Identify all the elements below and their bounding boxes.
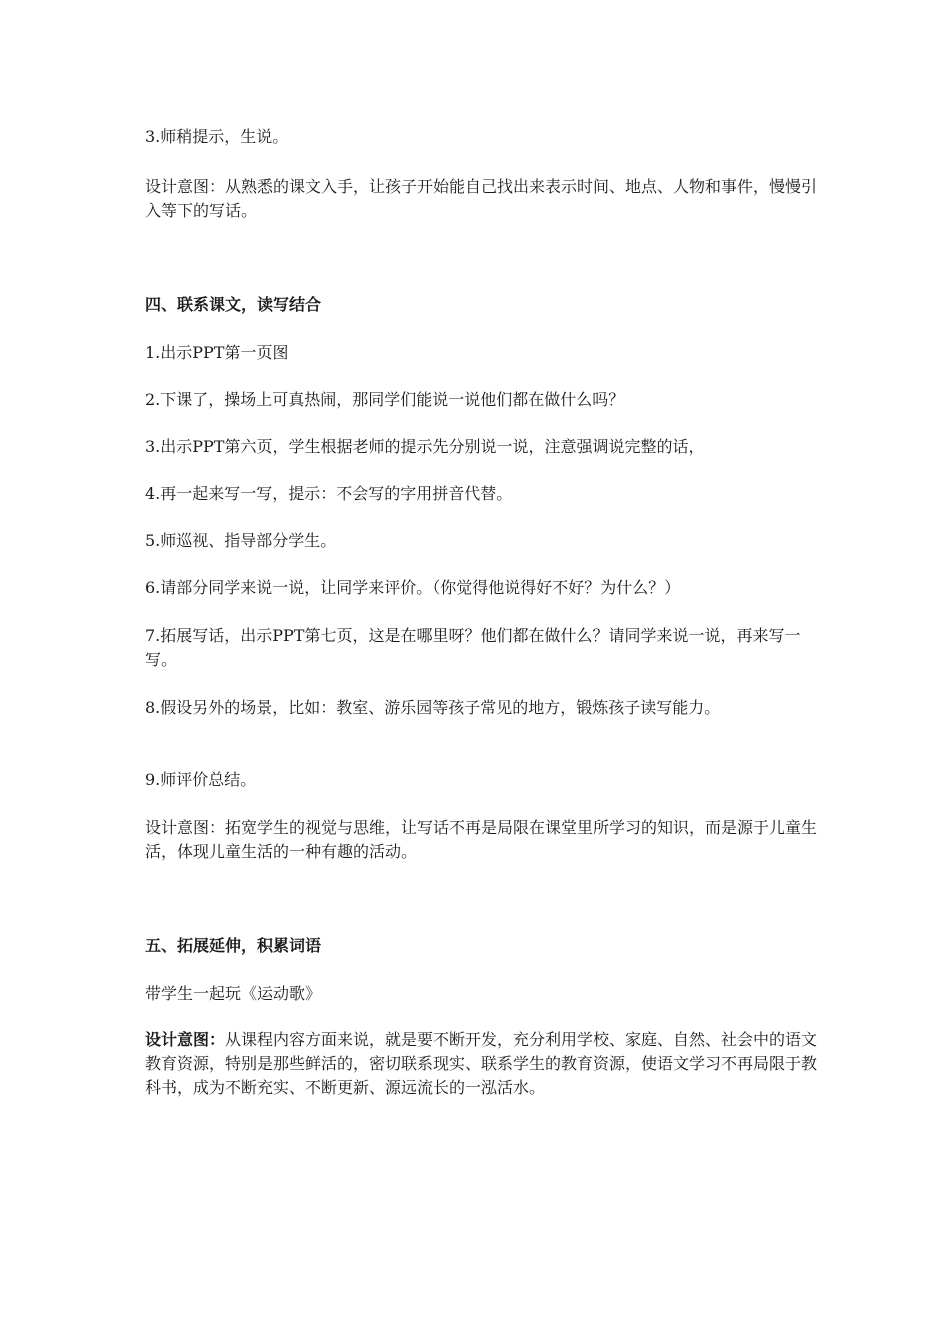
section4-item6: 6.请部分同学来说一说，让同学来评价。（你觉得他说得好不好？为什么？）	[145, 578, 681, 597]
section5-heading: 五、拓展延伸，积累词语	[145, 936, 322, 955]
section4-item9: 9.师评价总结。	[145, 770, 257, 789]
section3-item3: 3.师稍提示，生说。	[145, 127, 289, 146]
section5-intent-label: 设计意图：	[145, 1030, 226, 1049]
section5-design-intent	[145, 1028, 825, 1100]
section4-item5: 5.师巡视、指导部分学生。	[145, 531, 337, 550]
section5-intent-text: 从课程内容方面来说，就是要不断开发，充分利用学校、家庭、自然、社会中的语文教育资源，特别是那些鲜活的，密切联系现实、联系学生的教育资源，使语文学习不再局限于教科书，成为不断充实、不断更新、源远流长的一泓活水。	[145, 1030, 818, 1097]
section4-item2: 2.下课了，操场上可真热闹，那同学们能说一说他们都在做什么吗？	[145, 390, 625, 409]
section4-item3: 3.出示PPT第六页，学生根据老师的提示先分别说一说，注意强调说完整的话，	[145, 437, 705, 456]
section4-heading: 四、联系课文，读写结合	[145, 295, 322, 314]
section5-item1: 带学生一起玩《运动歌》	[145, 984, 322, 1003]
section4-design-intent: 设计意图：拓宽学生的视觉与思维，让写话不再是局限在课堂里所学习的知识，而是源于儿童生活，体现儿童生活的一种有趣的活动。	[145, 818, 818, 861]
section3-design-intent: 设计意图：从熟悉的课文入手，让孩子开始能自己找出来表示时间、地点、人物和事件，慢慢引入等下的写话。	[145, 177, 818, 220]
section4-item1: 1.出示PPT第一页图	[145, 343, 289, 362]
section4-item8: 8.假设另外的场景，比如：教室、游乐园等孩子常见的地方，锻炼孩子读写能力。	[145, 698, 721, 717]
section4-item7: 7.拓展写话，出示PPT第七页，这是在哪里呀？他们都在做什么？请同学来说一说，再来写一写。	[145, 626, 801, 669]
section4-item4: 4.再一起来写一写，提示：不会写的字用拼音代替。	[145, 484, 513, 503]
